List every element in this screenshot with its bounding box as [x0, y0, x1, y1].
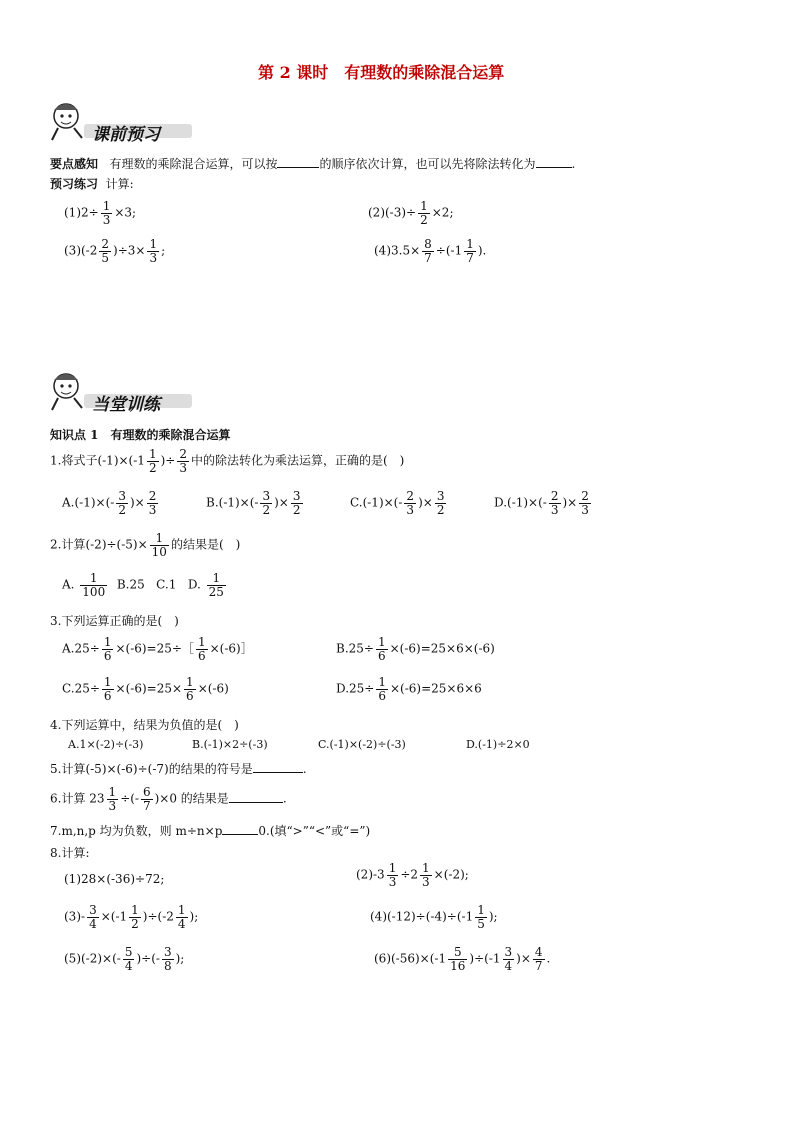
q8-item-2: (2)-3 $\frac{1}{3}$ ÷2 $\frac{1}{3}$ ×(-2);	[356, 861, 469, 889]
question-4: 4.下列运算中，结果为负值的是( )	[50, 718, 239, 732]
q8-item-3: (3)- $\frac{3}{4}$ ×(-1 $\frac{1}{2}$ )÷(-2 $\frac{1}{4}$ );	[64, 903, 199, 931]
q8-item-6: (6)(-56)×(-1 $\frac{5}{16}$ )÷(-1 $\frac{3}{4}$ )× $\frac{4}{7}$ .	[374, 945, 551, 973]
question-5: 5.计算(-5)×(-6)÷(-7)的结果的符号是 .	[50, 762, 307, 776]
q4-option-a: A.1×(-2)÷(-3)	[68, 738, 144, 751]
q8-item-5: (5)(-2)×(- $\frac{5}{4}$ )÷(- $\frac{3}{8}$ );	[64, 945, 185, 973]
q3-option-d: D.25÷ $\frac{1}{6}$ ×(-6)=25×6×6	[336, 675, 482, 703]
banner-preview	[44, 98, 194, 144]
q8-item-4: (4)(-12)÷(-4)÷(-1 $\frac{1}{5}$ );	[370, 903, 498, 931]
q4-option-d: D.(-1)÷2×0	[466, 738, 530, 751]
banner-preview-label: 课前预习	[92, 125, 160, 145]
preview-item-3: (3)(-2 $\frac{2}{5}$ )÷3× $\frac{1}{3}$ ;	[64, 237, 166, 265]
question-8: 8.计算:	[50, 846, 90, 860]
preview-item-2: (2)(-3)÷ $\frac{1}{2}$ ×2;	[368, 199, 454, 227]
q3-option-b: B.25÷ $\frac{1}{6}$ ×(-6)=25×6×(-6)	[336, 635, 495, 663]
question-2: 2.计算(-2)÷(-5)× $\frac{1}{10}$ 的结果是( )	[50, 531, 241, 559]
knowledge-point: 知识点 1 有理数的乘除混合运算	[50, 428, 231, 442]
banner-class	[44, 368, 194, 414]
q4-option-b: B.(-1)×2÷(-3)	[192, 738, 268, 751]
q2-options: A. $\frac{1}{100}$ B.25 C.1 D. $\frac{1}{25}$	[62, 571, 224, 599]
q3-option-a: A.25÷ $\frac{1}{6}$ ×(-6)=25÷［ $\frac{1}{6}$ ×(-6)］	[62, 635, 253, 663]
question-1: 1.将式子(-1)×(-1 $\frac{1}{2}$ )÷ $\frac{2}{3}$ 中的除法转化为乘法运算，正确的是( )	[50, 447, 405, 475]
question-3: 3.下列运算正确的是( )	[50, 614, 179, 628]
q3-option-c: C.25÷ $\frac{1}{6}$ ×(-6)=25× $\frac{1}{6}$ ×(-6)	[62, 675, 229, 703]
q1-option-b: B.(-1)×(- $\frac{3}{2}$ )× $\frac{3}{2}$	[206, 489, 301, 517]
q4-option-c: C.(-1)×(-2)÷(-3)	[318, 738, 406, 751]
key-points: 要点感知 有理数的乘除混合运算，可以按 的顺序依次计算，也可以先将除法转化为 .	[50, 157, 576, 171]
question-7: 7.m,n,p 均为负数，则 m÷n×p 0.(填“>”“<”或“=”)	[50, 824, 371, 838]
practice-heading: 预习练习 计算:	[50, 177, 134, 191]
banner-class-label: 当堂训练	[92, 395, 160, 415]
question-6: 6.计算 23 $\frac{1}{3}$ ÷(- $\frac{6}{7}$ )×0 的结果是 .	[50, 785, 287, 813]
q8-item-1: (1)28×(-36)÷72;	[64, 872, 165, 886]
q1-option-d: D.(-1)×(- $\frac{2}{3}$ )× $\frac{2}{3}$	[494, 489, 589, 517]
page-title: 第 2 课时 有理数的乘除混合运算	[258, 63, 505, 82]
q1-option-a: A.(-1)×(- $\frac{3}{2}$ )× $\frac{2}{3}$	[62, 489, 157, 517]
preview-item-1: (1)2÷ $\frac{1}{3}$ ×3;	[64, 199, 137, 227]
q1-option-c: C.(-1)×(- $\frac{2}{3}$ )× $\frac{3}{2}$	[350, 489, 445, 517]
preview-item-4: (4)3.5× $\frac{8}{7}$ ÷(-1 $\frac{1}{7}$ ).	[374, 237, 487, 265]
